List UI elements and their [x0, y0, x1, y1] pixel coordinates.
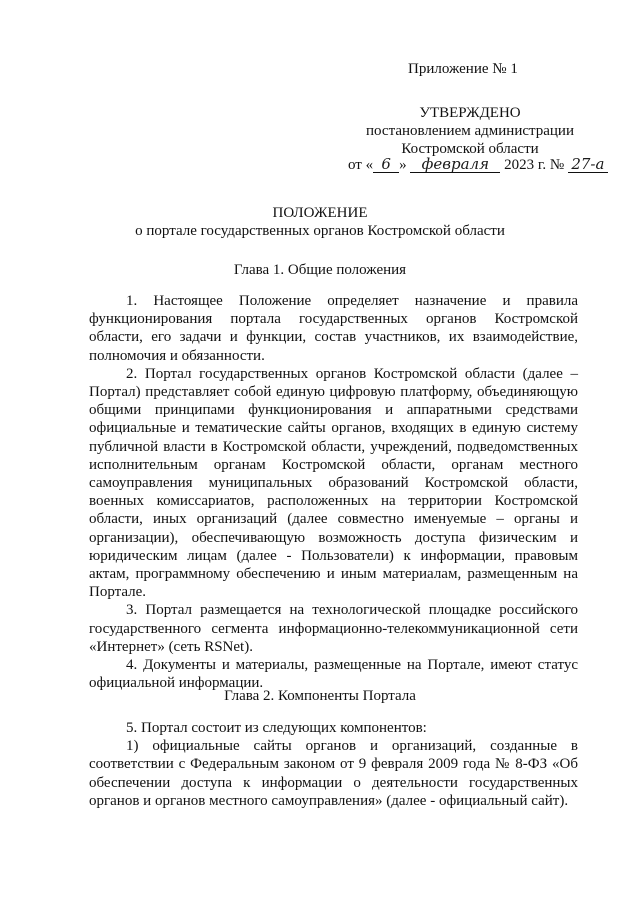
handwritten-day: 6 [373, 156, 399, 173]
decree-date-line [348, 156, 608, 174]
date-prefix: от « [348, 157, 374, 173]
approval-block [340, 104, 600, 158]
paragraph-3: 3. Портал размещается на технологической площадке российского государственного сегмента информационно-телекоммуникационной сети «Интернет» (сеть RSNet). [89, 602, 578, 655]
date-mid: » [399, 157, 407, 173]
chapter-2-heading: Глава 2. Компоненты Портала [224, 688, 416, 704]
chapter-1-heading: Глава 1. Общие положения [233, 262, 407, 278]
appendix-label: Приложение № 1 [408, 61, 518, 77]
paragraph-5-item-1: 1) официальные сайты органов и организаций, созданные в соответствии с Федеральным законом от 9 февраля 2009 года № 8-ФЗ «Об обеспечении доступа к информации о деятельности государственных органов и органов местного самоуправления» (далее - официальный сайт). [89, 738, 578, 809]
paragraph-5: 5. Портал состоит из следующих компонентов: [126, 720, 427, 736]
document-subtitle: о портале государственных органов Костромской области [135, 223, 505, 239]
paragraph-1: 1. Настоящее Положение определяет назначение и правила функционирования портала государственных органов Костромской области, его задачи и функции, состав участников, их взаимодействие, полномочия и обязанности. [89, 293, 578, 364]
document-title: ПОЛОЖЕНИЕ [272, 205, 368, 221]
chapter-2-body [89, 719, 578, 810]
paragraph-4: 4. Документы и материалы, размещенные на Портале, имеют статус официальной информации. [89, 657, 578, 692]
date-year: 2023 г. № [504, 157, 565, 173]
chapter-1-body [89, 292, 578, 692]
approved-heading: УТВЕРЖДЕНО [419, 105, 521, 121]
decree-line-1: постановлением администрации [366, 123, 574, 139]
paragraph-2: 2. Портал государственных органов Костромской области (далее – Портал) представляет собой единую цифровую платформу, объединяющую общими принципами функционирования и аппаратными средствами официальные и тематические сайты органов, входящих в единую систему публичной власти в Костромской области, учреждений, подведомственных исполнительным органам Костромской области, органам местного самоуправления муниципальных образований Костромской области, военных комиссариатов, расположенных на территории Костромской области, иных организаций (далее совместно именуемые – органы и организации), обеспечивающую возможность доступа физическим и юридическим лицам (далее - Пользователи) к информации, правовым актам, программному обеспечению и иным материалам, размещенным на Портале. [89, 365, 578, 601]
handwritten-month: февраля [410, 156, 500, 173]
handwritten-number: 27-а [568, 156, 608, 173]
decree-line-2: Костромской области [401, 141, 539, 157]
